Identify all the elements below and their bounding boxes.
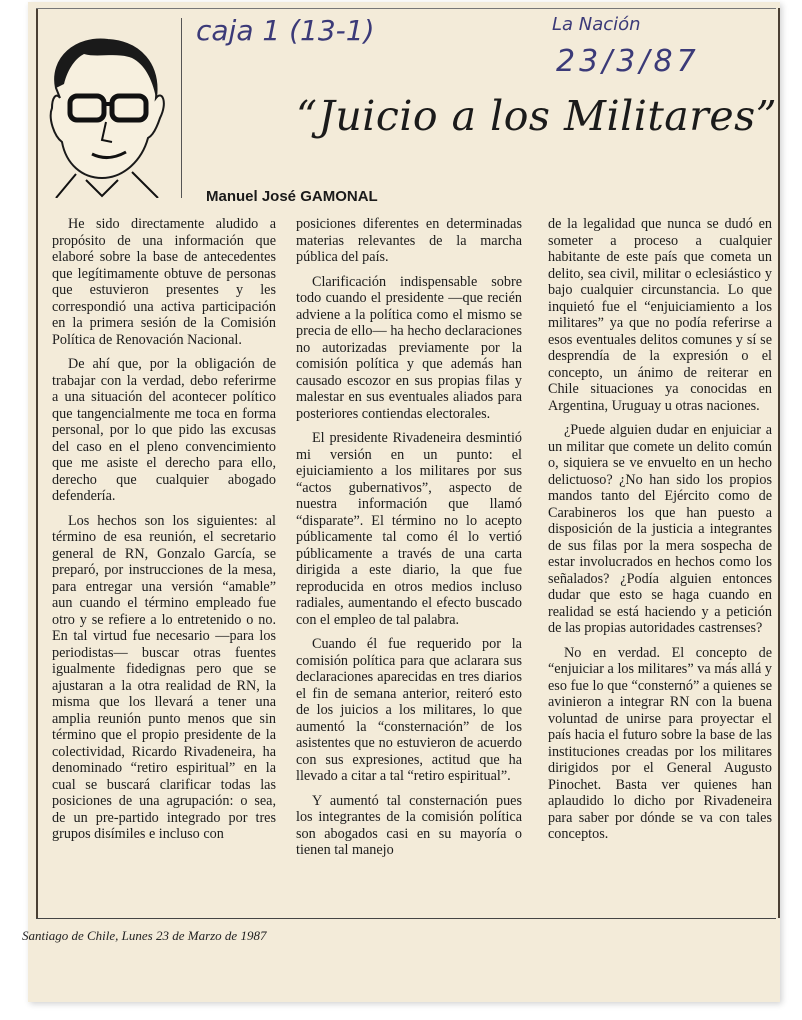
paragraph: He sido directamente aludido a propósito de una información que elaboré sobre la base de antecedentes que legítimamente obtuve de personas que estuvieron presentes y les correspondió una activa participación en la primera sesión de la Comisión Política de Renovación Nacional. (52, 216, 276, 348)
article-title: “Juicio a los Militares” (296, 92, 778, 140)
author-portrait (36, 18, 182, 198)
article-column-1 (52, 216, 276, 851)
article-column-3 (548, 216, 772, 851)
paragraph: Clarificación indispensable sobre todo cuando el presidente —que recién adviene a la política como el mismo se precia de ello— ha hecho declaraciones no autorizadas previamente por la comisión política y que además han causado escozor en sus propias filas y malestar en sus eventuales aliados para posteriores contiendas electorales. (296, 273, 522, 422)
paragraph: Cuando él fue requerido por la comisión política para que aclarara sus declaraciones aparecidas en tres diarios el fin de semana anterior, reiteró esto de los juicios a los militares, lo que aumentó la “consternación” de los asistentes que no estuvieron de acuerdo con sus expresiones, actitud que ha llevado a citar a tal “retiro espiritual”. (296, 636, 522, 784)
date-note: 23/3/87 (556, 44, 700, 79)
paragraph: de la legalidad que nunca se dudó en someter a proceso a cualquier habitante de este país que cometa un delito, sea civil, militar o eclesiástico y bajo cualquier circunstancia. Lo que inquietó fue el “enjuiciamiento a los militares” ya que no podía referirse a esos eventuales delitos comunes y sí se desprendía de la expresión o el concepto, un ánimo de reiterar en Chile situaciones ya conocidas en Argentina, Uruguay u otras naciones. (548, 216, 772, 414)
paragraph: De ahí que, por la obligación de trabajar con la verdad, debo referirme a una situación del acontecer político que tangencialmente me toca en forma personal, por lo que pido las excusas del caso en el pleno convencimiento que me asiste el derecho para ello, derecho que cualquier abogado defendería. (52, 356, 276, 504)
archive-note: caja 1 (13-1) (196, 14, 375, 47)
paragraph: ¿Puede alguien dudar en enjuiciar a un militar que comete un delito común o, siquiera se ve envuelto en un hecho delictuoso? ¿No han sido los propios mandos tanto del Ejército como de Carabineros los que han puesto a disposición de la justicia a integrantes de sus filas por la mera sospecha de estar involucrados en hechos como los señalados? ¿Podía alguien entonces dudar que esto se haga cuando en realidad se está haciendo y a petición de las propias autoridades castrenses? (548, 422, 772, 636)
footer-dateline: Santiago de Chile, Lunes 23 de Marzo de 1987 (22, 928, 267, 943)
paragraph: No en verdad. El concepto de “enjuiciar a los militares” va más allá y eso fue lo que “consternó” a quienes se avinieron a integrar RN con la buena voluntad de unirse para proyectar el país hacia el futuro sobre la base de las instituciones creadas por los militares dirigidos por el General Augusto Pinochet. Basta ver quienes han aplaudido lo dicho por Rivadeneira para saber por dónde se va con tales conceptos. (548, 644, 772, 842)
paragraph: Los hechos son los siguientes: al término de esa reunión, el secretario general de RN, Gonzalo García, se preparó, por instrucciones de la mesa, para entregar una versión “amable” aun cuando el término empleado fue otro y se refiere a lo entretenido o no. En tal virtud fue necesario —para los periodistas— buscar otras fuentes igualmente fidedignas pero que se ajustaran a la otra realidad de RN, la misma que los llevará a tener una amplia reunión punto menos que sin término que el propio presidente de la colectividad, Ricardo Rivadeneira, ha denominado “retiro espiritual” en la cual se buscará clarificar todas las posiciones de una agrupación: o sea, de un pre-partido integrado por tres grupos disímiles e incluso con (52, 512, 276, 842)
source-note: La Nación (552, 14, 641, 35)
paragraph: posiciones diferentes en determinadas materias relevantes de la marcha pública del país. (296, 216, 522, 265)
author-byline: Manuel José GAMONAL (206, 188, 378, 205)
paragraph: El presidente Rivadeneira desmintió mi versión en un punto: el ejuiciamiento a los militares por sus “actos gubernativos”, aspecto de nuestra información que llamó “disparate”. El término no lo acepto públicamente tal como él lo vertió públicamente a través de una carta dirigida a este diario, la que fue reproducida en otros medios incluso radiales, aumentando el efecto buscado con el empleo de tal palabra. (296, 430, 522, 628)
footer-rule (36, 918, 776, 919)
paragraph: Y aumentó tal consternación pues los integrantes de la comisión política son abogados casi en su mayoría o tienen tal manejo (296, 792, 522, 858)
article-column-2 (296, 216, 522, 867)
top-rule (36, 8, 776, 9)
